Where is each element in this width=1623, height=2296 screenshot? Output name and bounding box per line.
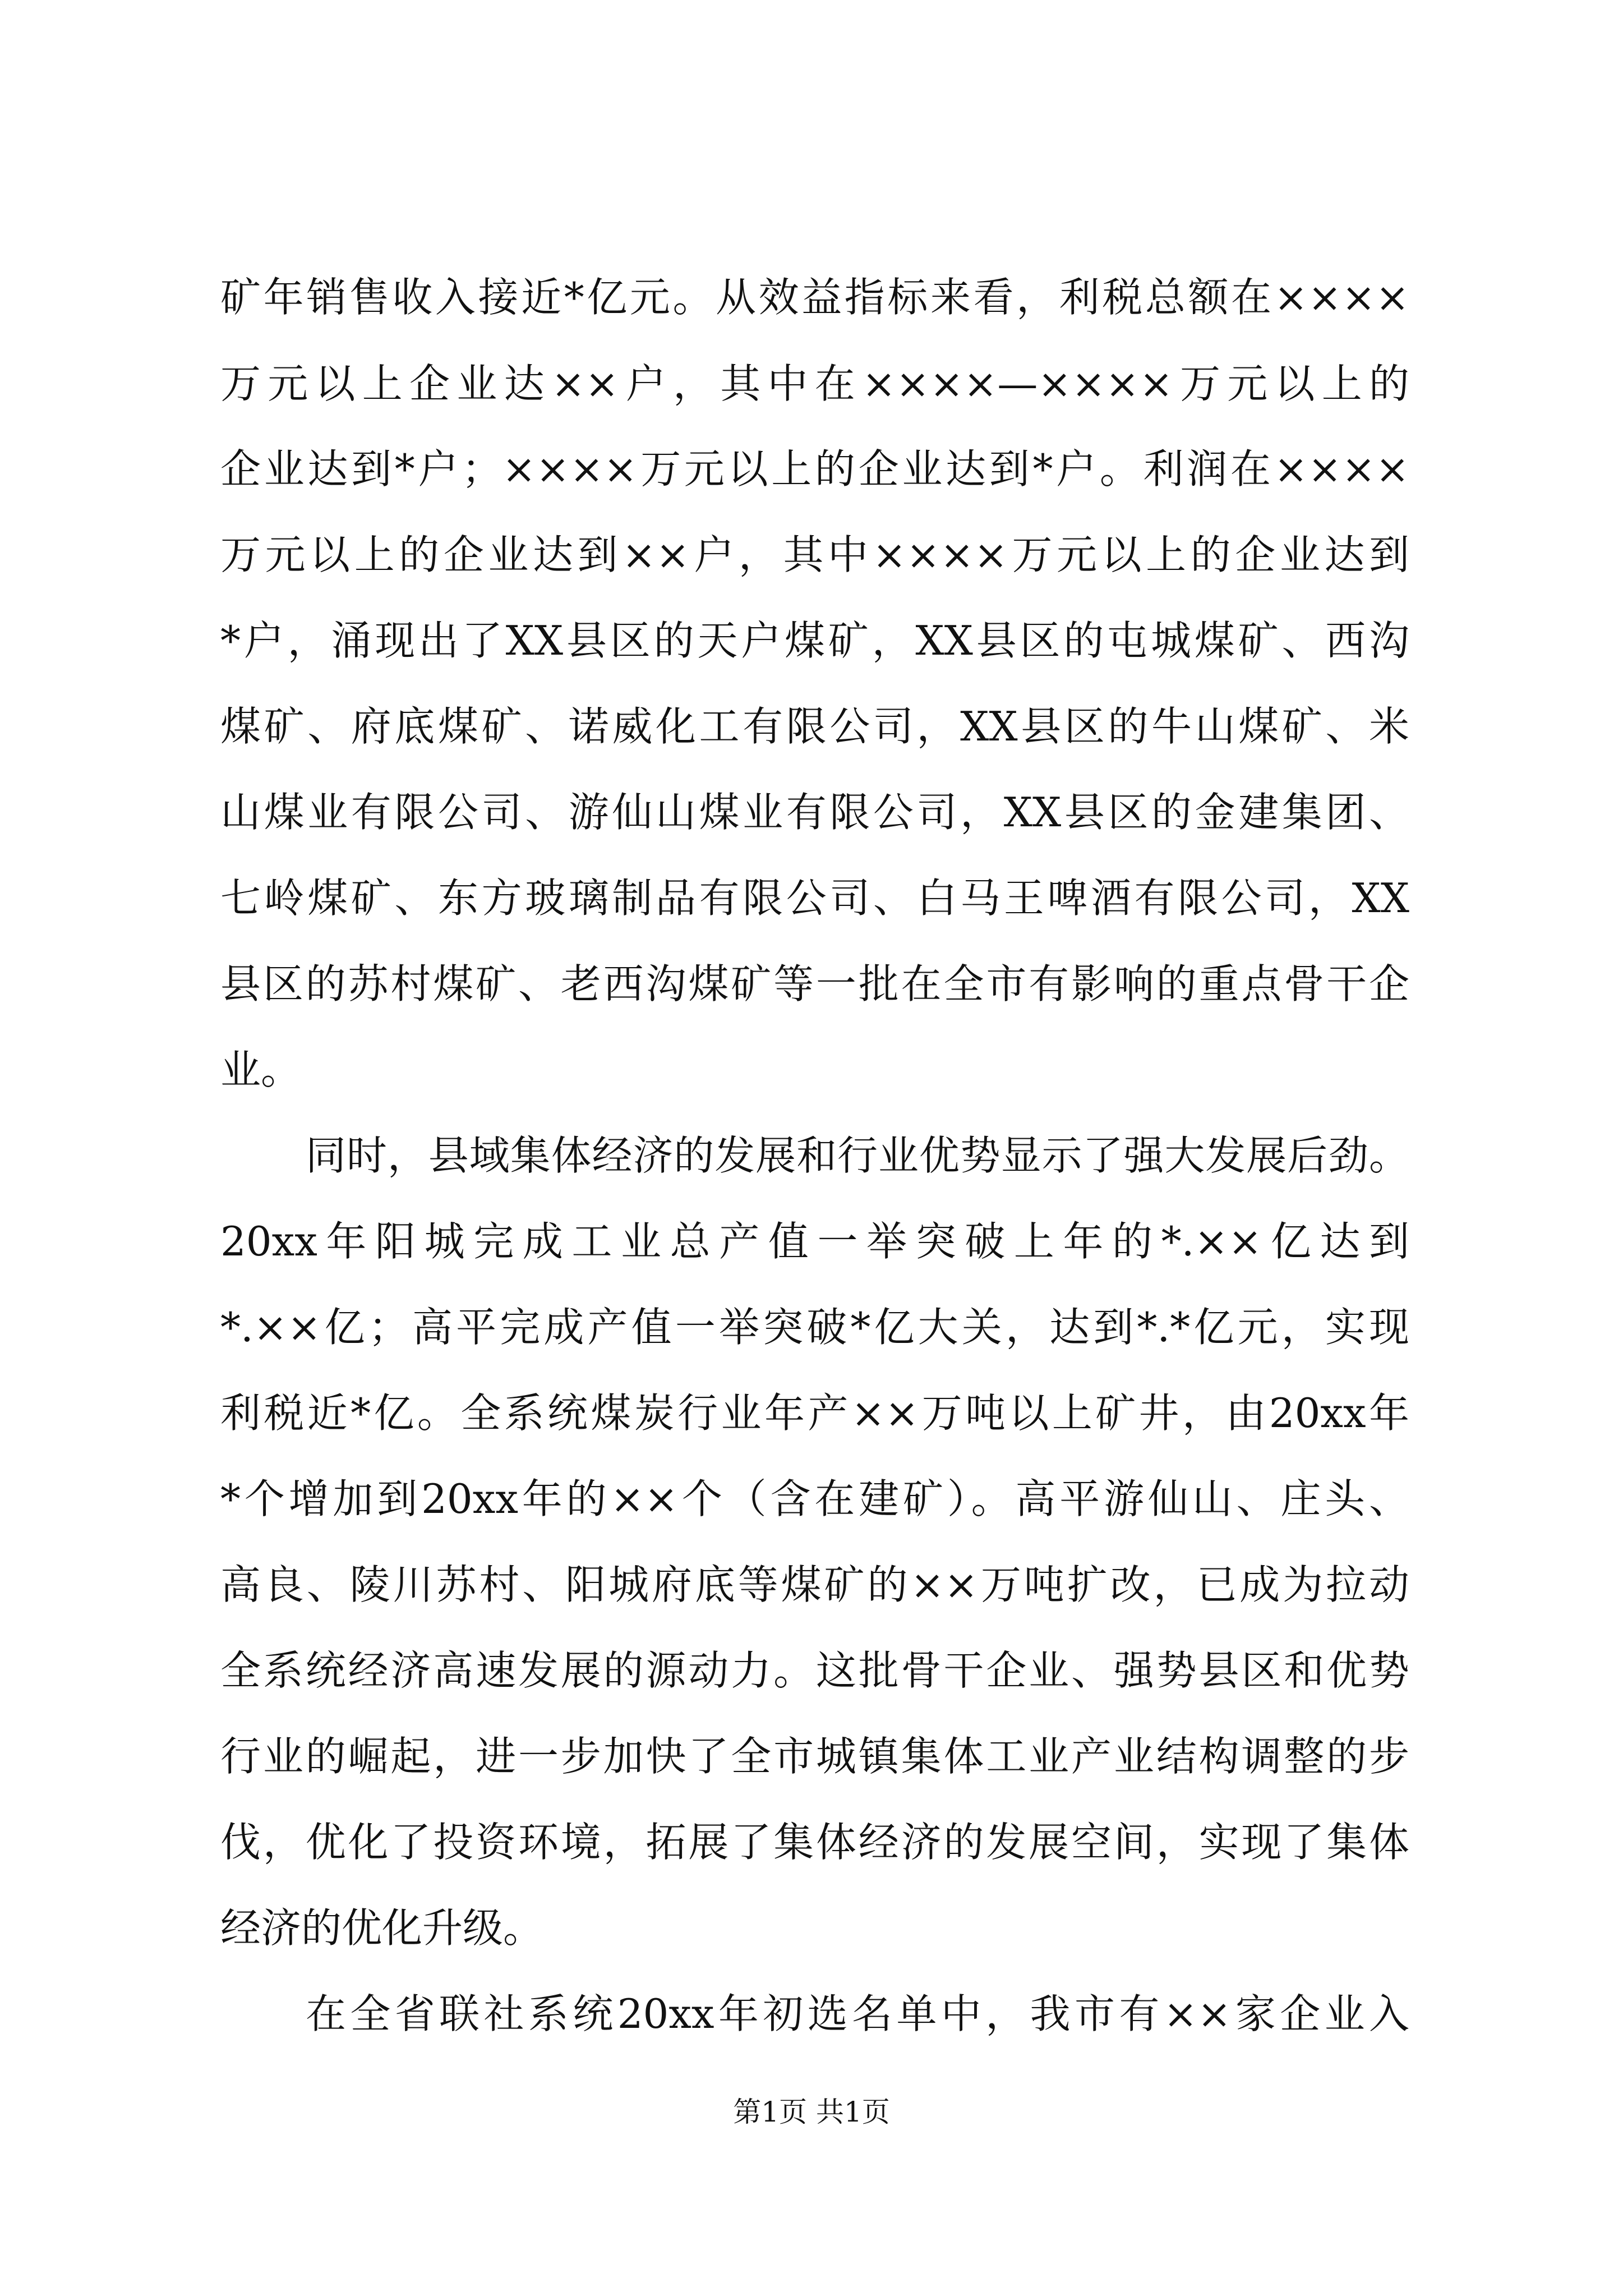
paragraph-2-line-5: *个增加到20xx年的××个（含在建矿）。高平游仙山、庄头、 <box>220 1475 1409 1522</box>
paragraph-1-line-4: 万元以上的企业达到××户，其中××××万元以上的企业达到 <box>220 531 1409 578</box>
paragraph-3-line-1: 在全省联社系统20xx年初选名单中，我市有××家企业入 <box>306 1990 1409 2037</box>
paragraph-1-line-3: 企业达到*户；××××万元以上的企业达到*户。利润在×××× <box>220 445 1409 493</box>
paragraph-1-line-7: 山煤业有限公司、游仙山煤业有限公司，XX县区的金建集团、 <box>220 789 1409 836</box>
page-number-footer: 第1页 共1页 <box>733 2096 890 2128</box>
paragraph-2-line-8: 行业的崛起，进一步加快了全市城镇集体工业产业结构调整的步 <box>220 1733 1409 1780</box>
paragraph-2-line-9: 伐，优化了投资环境，拓展了集体经济的发展空间，实现了集体 <box>220 1819 1409 1866</box>
paragraph-2-line-1: 同时，县域集体经济的发展和行业优势显示了强大发展后劲。 <box>306 1132 1409 1179</box>
paragraph-1-line-8: 七岭煤矿、东方玻璃制品有限公司、白马王啤酒有限公司，XX <box>220 875 1409 922</box>
paragraph-2-line-4: 利税近*亿。全系统煤炭行业年产××万吨以上矿井，由20xx年 <box>220 1389 1409 1437</box>
paragraph-2-line-6: 高良、陵川苏村、阳城府底等煤矿的××万吨扩改，已成为拉动 <box>220 1561 1409 1608</box>
paragraph-1-line-9: 县区的苏村煤矿、老西沟煤矿等一批在全市有影响的重点骨干企 <box>220 960 1409 1007</box>
paragraph-1-line-1: 矿年销售收入接近*亿元。从效益指标来看，利税总额在×××× <box>220 274 1409 321</box>
paragraph-2-line-10: 经济的优化升级。 <box>220 1904 544 1952</box>
paragraph-2-line-7: 全系统经济高速发展的源动力。这批骨干企业、强势县区和优势 <box>220 1647 1409 1694</box>
paragraph-1-line-6: 煤矿、府底煤矿、诺威化工有限公司，XX县区的牛山煤矿、米 <box>220 703 1409 750</box>
paragraph-1-line-2: 万元以上企业达××户，其中在××××—××××万元以上的 <box>220 360 1409 407</box>
paragraph-2-line-2: 20xx年阳城完成工业总产值一举突破上年的*.××亿达到 <box>220 1218 1409 1265</box>
paragraph-2-line-3: *.××亿；高平完成产值一举突破*亿大关，达到*.*亿元，实现 <box>220 1304 1409 1351</box>
paragraph-1-line-10: 业。 <box>220 1046 302 1093</box>
paragraph-1-line-5: *户，涌现出了XX县区的天户煤矿，XX县区的屯城煤矿、西沟 <box>220 617 1409 664</box>
